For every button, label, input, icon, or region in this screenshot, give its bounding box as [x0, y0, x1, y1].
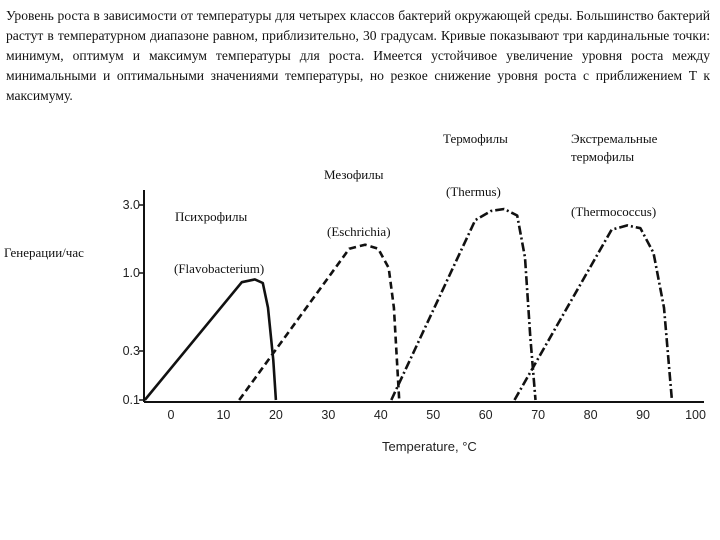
y-tick-label: 0.1 — [122, 393, 140, 407]
series-name-label: Экстремальные термофилы — [571, 131, 658, 164]
chart-curves — [145, 209, 672, 400]
series-organism-label: (Thermococcus) — [571, 204, 657, 219]
x-tick-label: 40 — [373, 408, 388, 422]
x-axis-label: Temperature, °C — [382, 439, 477, 454]
y-tick-label: 0.3 — [122, 344, 140, 358]
series-line-3 — [391, 209, 535, 400]
series-organism-label: (Eschrichia) — [327, 224, 391, 239]
x-tick-label: 20 — [268, 408, 283, 422]
figure-caption: Уровень роста в зависимости от температуры для четырех классов бактерий окружающей среды. Большинство бактерий растут в температурном диапазоне равном, приблизительно, 30 градусам. Кривые показывают три кардинальные точки: минимум, оптимум и максимум температуры для роста. Имеется устойчивое увеличение уровня роста между минимальными и оптимальными значениями температуры, но резкое снижение уровня роста с приближением T к максимуму. — [6, 8, 710, 103]
x-tick-label: 90 — [636, 408, 651, 422]
series-name-label: Мезофилы — [324, 167, 384, 182]
y-axis-label: Генерации/час — [4, 245, 84, 260]
x-tick-label: 70 — [531, 408, 546, 422]
chart-labels — [4, 131, 658, 454]
x-tick-label: 50 — [426, 408, 441, 422]
series-line-4 — [515, 225, 672, 400]
series-name-label: Термофилы — [443, 131, 508, 146]
x-tick-label: 60 — [478, 408, 493, 422]
y-tick-label: 1.0 — [122, 266, 140, 280]
series-line-1 — [145, 279, 276, 400]
x-tick-label: 10 — [216, 408, 231, 422]
x-tick-label: 30 — [321, 408, 336, 422]
series-organism-label: (Thermus) — [446, 184, 501, 199]
chart-ticks — [123, 198, 706, 422]
series-organism-label: (Flavobacterium) — [174, 261, 265, 276]
series-name-label: Психрофилы — [175, 209, 248, 224]
x-tick-label: 0 — [167, 408, 175, 422]
x-tick-label: 100 — [685, 408, 706, 422]
y-tick-label: 3.0 — [122, 198, 140, 212]
x-tick-label: 80 — [583, 408, 598, 422]
